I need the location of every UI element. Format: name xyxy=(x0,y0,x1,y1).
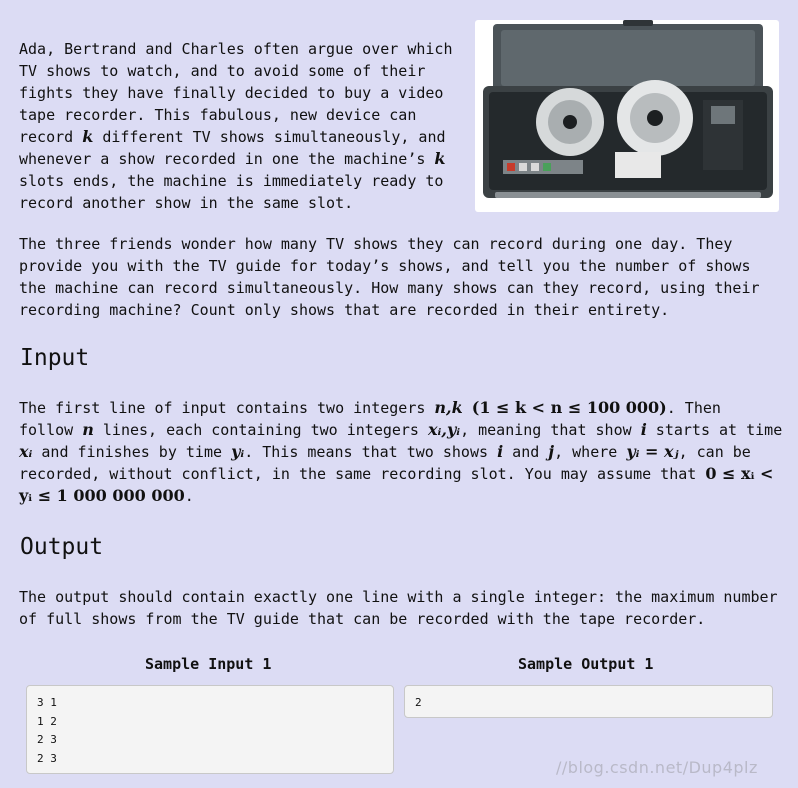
tape-recorder-icon xyxy=(475,20,779,212)
input-text: . This means that two shows xyxy=(244,443,498,461)
input-text: , meaning that show xyxy=(460,421,641,439)
sample-output-line: 2 xyxy=(415,696,422,709)
math-n-k: n,k xyxy=(434,398,463,417)
input-text: starts at time xyxy=(646,421,783,439)
intro-text-3: slots ends, the machine is immediately ready to record another show in the same slot. xyxy=(19,172,444,212)
sample-output-box[interactable] xyxy=(404,685,773,718)
sample-input-line: 2 3 xyxy=(37,751,57,765)
math-n: n xyxy=(82,420,94,439)
input-text: The first line of input contains two integers xyxy=(19,399,435,417)
output-heading: Output xyxy=(20,534,104,560)
watermark: //blog.csdn.net/Dup4plz xyxy=(556,758,758,777)
paragraph-two: The three friends wonder how many TV shows they can record during one day. They provide you with the TV guide for today’s shows, and tell you the number of shows the machine can record simultaneously. How many shows can they record, using their recording machine? Count only shows that are recorded in their entirety. xyxy=(19,235,760,319)
sample-input-label: Sample Input 1 xyxy=(145,655,272,673)
output-description: The output should contain exactly one line with a single integer: the maximum number of full shows from the TV guide that can be recorded with the tape recorder. xyxy=(19,588,778,628)
math-i: i xyxy=(497,442,504,461)
math-i: i xyxy=(640,420,647,439)
input-text: , can be recorded, without conflict, in the same recording slot. You may assume that xyxy=(19,443,751,483)
math-j: j xyxy=(548,442,555,461)
input-description xyxy=(19,397,784,507)
intro-paragraph xyxy=(19,38,464,214)
input-text: . Then follow xyxy=(19,399,721,439)
input-text: lines, each containing two integers xyxy=(93,421,428,439)
math-yi: yᵢ xyxy=(231,442,245,461)
tape-recorder-image xyxy=(475,20,779,212)
math-xi: xᵢ xyxy=(19,442,33,461)
intro-text-1: Ada, Bertrand and Charles often argue over which TV shows to watch, and to avoid some of their fights they have finally decided to buy a video tape recorder. This fabulous, new device can record xyxy=(19,40,453,146)
sample-output-label: Sample Output 1 xyxy=(518,655,654,673)
sample-input-line: 1 2 xyxy=(37,714,57,728)
math-constraint: (1 ≤ k < n ≤ 100 000) xyxy=(471,398,667,417)
math-k: k xyxy=(82,127,94,146)
input-heading: Input xyxy=(20,345,90,371)
input-text: . xyxy=(184,487,194,505)
math-range: 0 ≤ xᵢ < yᵢ ≤ 1 000 000 000 xyxy=(19,464,774,505)
math-yi-eq-xj: yᵢ = xⱼ xyxy=(626,442,679,461)
intro-text-2: different TV shows simultaneously, and whenever a show recorded in one the machine’s xyxy=(19,128,446,168)
math-k: k xyxy=(434,149,446,168)
sample-input-line: 3 1 xyxy=(37,696,57,709)
input-text xyxy=(463,399,472,417)
sample-input-box[interactable] xyxy=(26,685,394,774)
input-text: , where xyxy=(554,443,627,461)
input-text: and finishes by time xyxy=(32,443,232,461)
sample-input-line: 2 3 xyxy=(37,733,57,746)
math-xi-yi: xᵢ,yᵢ xyxy=(428,420,461,439)
input-text: and xyxy=(503,443,549,461)
